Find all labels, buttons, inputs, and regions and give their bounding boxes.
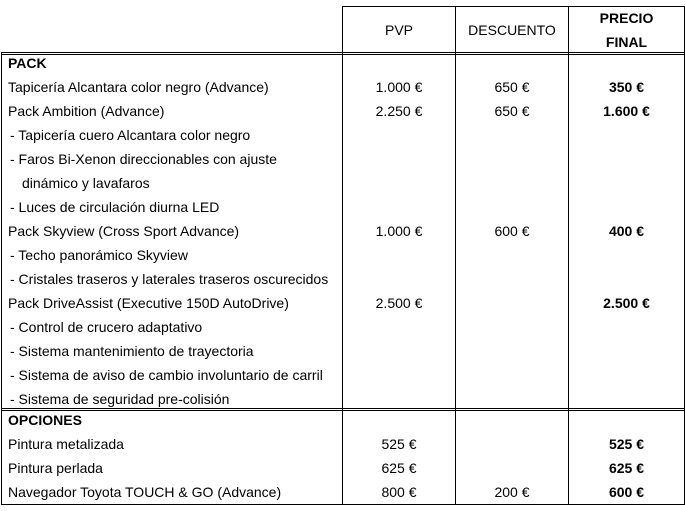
row-label: - Sistema de seguridad pre-colisión <box>10 391 230 407</box>
row-label: - Control de crucero adaptativo <box>10 319 203 335</box>
row-final: 1.600 € <box>603 103 650 119</box>
row-descuento: 650 € <box>494 79 530 95</box>
row-pvp: 1.000 € <box>375 223 423 239</box>
row-pvp: 2.500 € <box>375 295 423 311</box>
section-divider-a <box>1 408 685 409</box>
header-descuento: DESCUENTO <box>468 22 556 38</box>
row-label: - Luces de circulación diurna LED <box>10 199 220 215</box>
row-pvp: 2.250 € <box>375 103 423 119</box>
row-label: Pack Skyview (Cross Sport Advance) <box>8 223 240 239</box>
row-label: - Faros Bi-Xenon direccionables con ajuste <box>10 151 277 167</box>
option-final: 525 € <box>608 436 645 452</box>
section-pack-title: PACK <box>8 55 47 71</box>
row-label: dinámico y lavafaros <box>22 175 150 191</box>
row-label: Tapicería Alcantara color negro (Advance) <box>8 79 269 95</box>
row-label: - Sistema de aviso de cambio involuntario de carril <box>10 367 323 383</box>
option-label: Navegador Toyota TOUCH & GO (Advance) <box>8 484 282 500</box>
option-final: 625 € <box>608 460 645 476</box>
option-label: Pintura metalizada <box>8 436 124 452</box>
left-border <box>1 52 2 505</box>
row-descuento: 600 € <box>494 223 530 239</box>
row-label: - Cristales traseros y laterales traseros oscurecidos <box>10 271 329 287</box>
option-final: 600 € <box>608 484 645 500</box>
header-precio: PRECIO <box>599 10 654 26</box>
table-top-border <box>342 6 685 7</box>
header-final: FINAL <box>605 34 648 50</box>
option-pvp: 525 € <box>381 436 417 452</box>
option-pvp: 625 € <box>381 460 417 476</box>
header-pvp: PVP <box>384 22 413 38</box>
option-label: Pintura perlada <box>8 460 103 476</box>
header-bottom-border-b <box>1 54 685 55</box>
row-label: - Sistema mantenimiento de trayectoria <box>10 343 254 359</box>
row-label: Pack DriveAssist (Executive 150D AutoDrive) <box>8 295 289 311</box>
row-descuento: 650 € <box>494 103 530 119</box>
section-opciones-title: OPCIONES <box>8 412 82 428</box>
section-divider-b <box>1 410 685 411</box>
row-final: 350 € <box>608 79 645 95</box>
option-pvp: 800 € <box>381 484 417 500</box>
row-final: 2.500 € <box>603 295 650 311</box>
row-final: 400 € <box>608 223 645 239</box>
row-pvp: 1.000 € <box>375 79 423 95</box>
header-bottom-border-a <box>1 52 685 53</box>
row-label: - Techo panorámico Skyview <box>10 247 188 263</box>
option-descuento: 200 € <box>494 484 530 500</box>
row-label: - Tapicería cuero Alcantara color negro <box>10 127 251 143</box>
row-label: Pack Ambition (Advance) <box>8 103 165 119</box>
table-bottom-border <box>1 504 685 505</box>
